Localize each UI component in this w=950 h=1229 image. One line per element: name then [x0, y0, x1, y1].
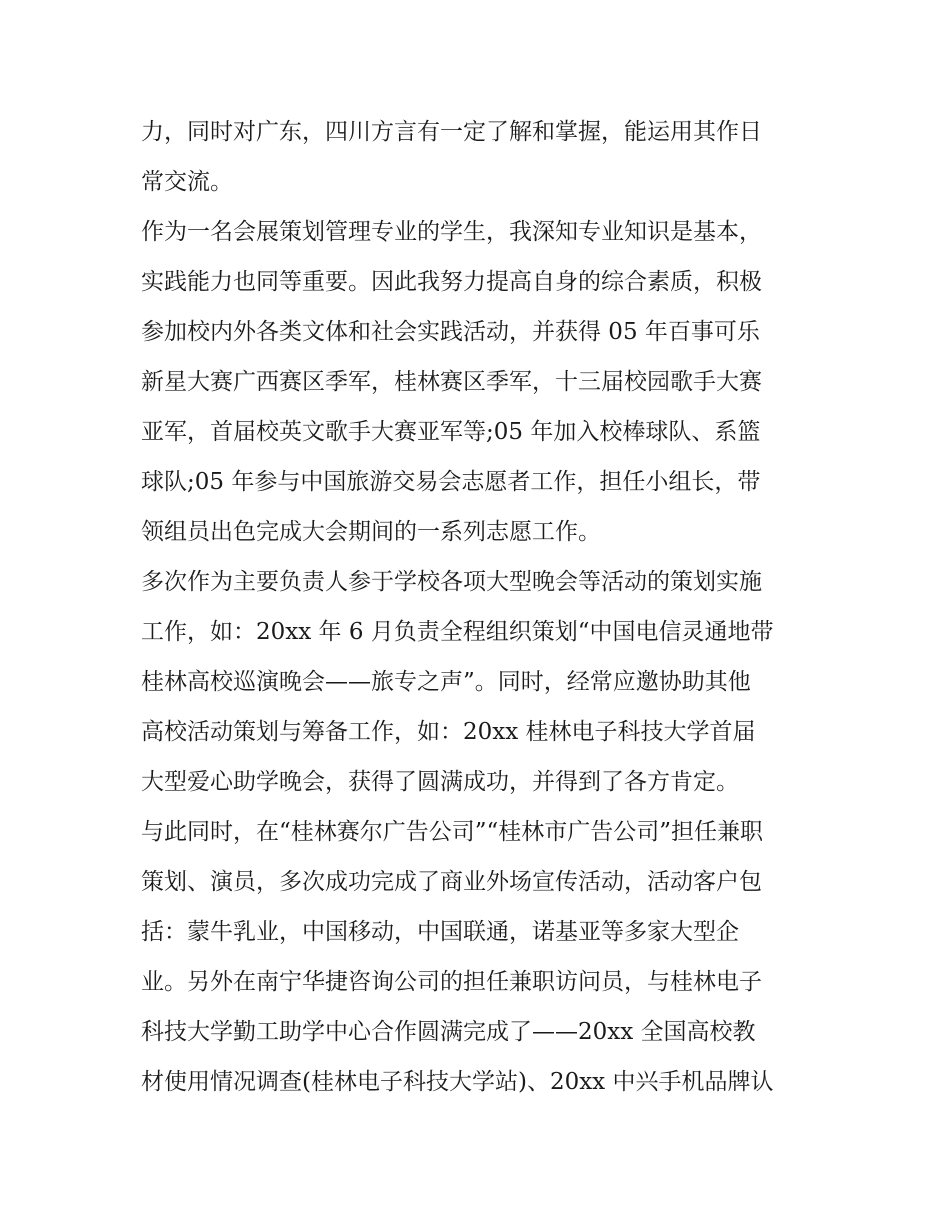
- text-line: 策划、演员，多次成功完成了商业外场宣传活动，活动客户包: [141, 869, 762, 895]
- text-line: 高校活动策划与筹备工作，如：20xx 桂林电子科技大学首届: [141, 719, 756, 745]
- text-line: 与此同时，在“桂林赛尔广告公司”“桂林市广告公司”担任兼职: [141, 819, 764, 845]
- text-line: 新星大赛广西赛区季军，桂林赛区季军，十三届校园歌手大赛: [141, 369, 762, 395]
- text-line: 力，同时对广东，四川方言有一定了解和掌握，能运用其作日: [141, 119, 762, 145]
- text-line: 领组员出色完成大会期间的一系列志愿工作。: [141, 519, 601, 545]
- text-line: 球队;05 年参与中国旅游交易会志愿者工作，担任小组长，带: [141, 469, 761, 495]
- text-line: 桂林高校巡演晚会——旅专之声”。同时，经常应邀协助其他: [141, 669, 751, 695]
- text-line: 材使用情况调查(桂林电子科技大学站)、20xx 中兴手机品牌认: [141, 1069, 774, 1095]
- document-body: [141, 107, 831, 1107]
- text-line: 工作，如：20xx 年 6 月负责全程组织策划“中国电信灵通地带: [141, 619, 774, 645]
- text-line: 括：蒙牛乳业，中国移动，中国联通，诺基亚等多家大型企: [141, 919, 739, 945]
- text-line: 实践能力也同等重要。因此我努力提高自身的综合素质，积极: [141, 269, 762, 295]
- text-line: 常交流。: [141, 169, 233, 195]
- text-line: 科技大学勤工助学中心合作圆满完成了——20xx 全国高校教: [141, 1019, 756, 1045]
- text-line: 亚军，首届校英文歌手大赛亚军等;05 年加入校棒球队、系篮: [141, 419, 761, 445]
- text-line: 业。另外在南宁华捷咨询公司的担任兼职访问员，与桂林电子: [141, 969, 762, 995]
- text-line: 多次作为主要负责人参于学校各项大型晚会等活动的策划实施: [141, 569, 762, 595]
- text-line: 大型爱心助学晚会，获得了圆满成功，并得到了各方肯定。: [141, 769, 739, 795]
- text-line: 参加校内外各类文体和社会实践活动，并获得 05 年百事可乐: [141, 319, 760, 345]
- text-line: 作为一名会展策划管理专业的学生，我深知专业知识是基本，: [141, 219, 762, 245]
